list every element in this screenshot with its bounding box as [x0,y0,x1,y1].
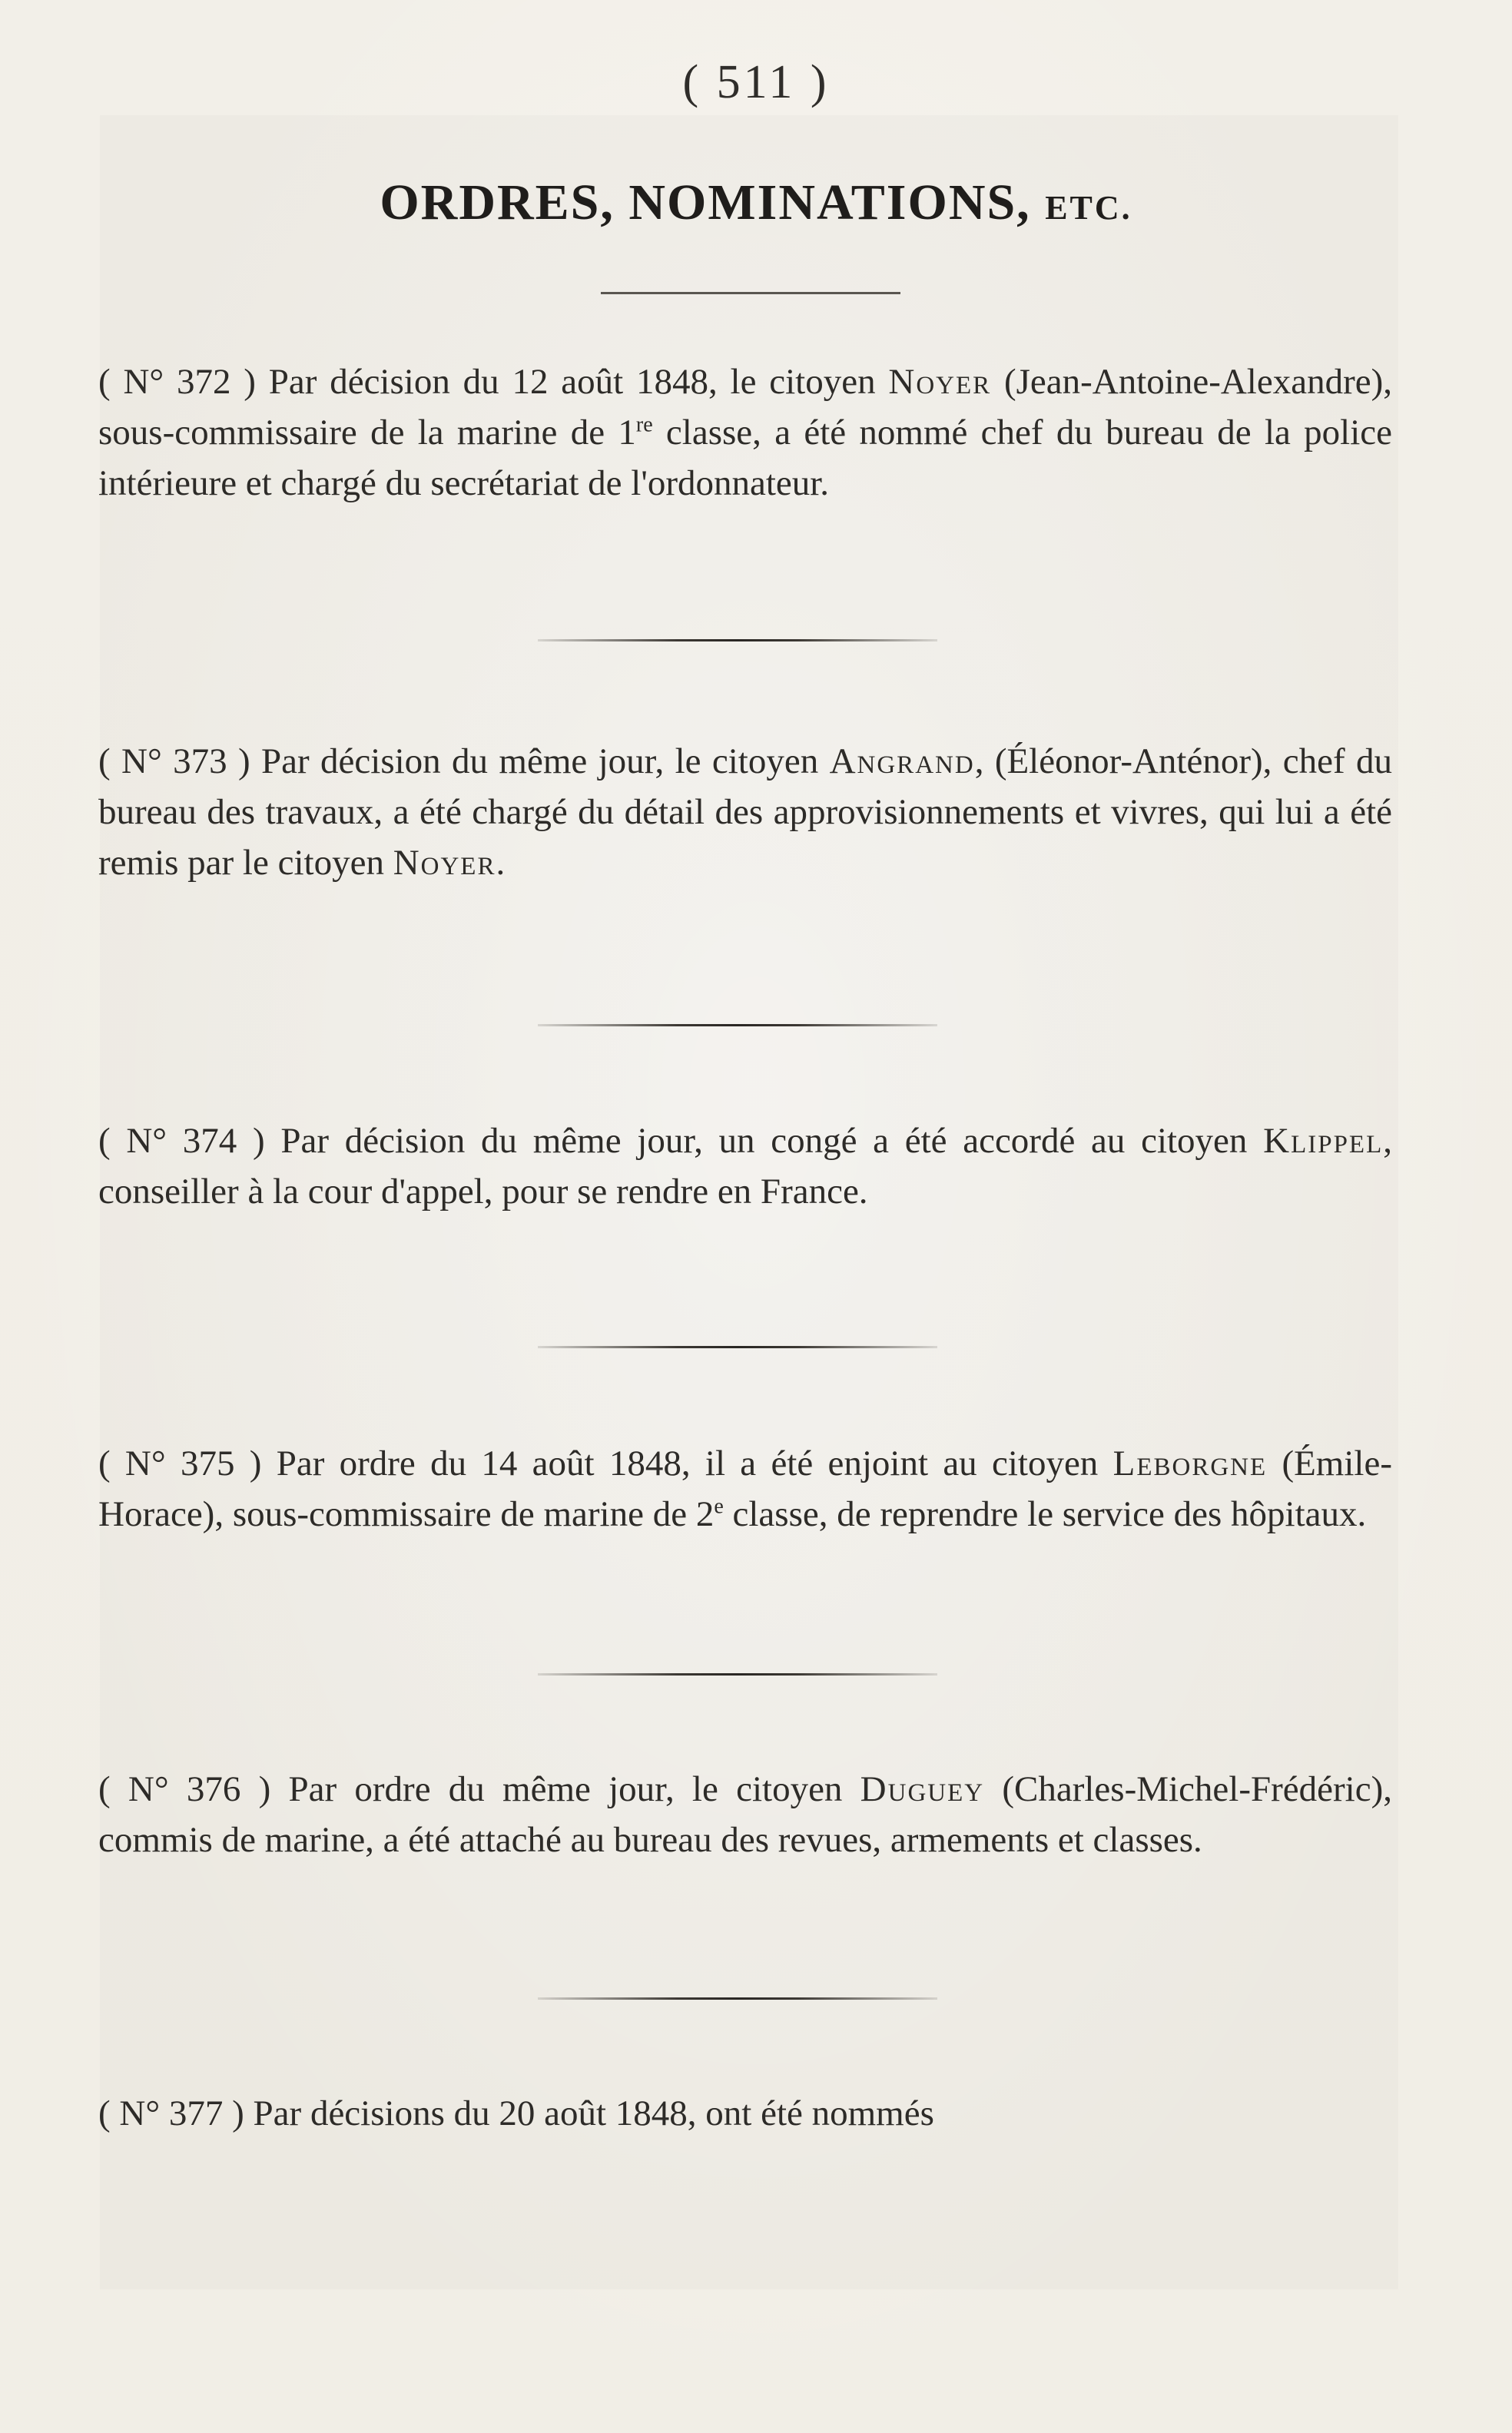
entry-text: , conseiller à la cour d'appel, pour se rendre en France. [98,1121,1392,1212]
entry-text: Par décision du même jour, un congé a été accordé au citoyen [264,1121,1264,1161]
entry-text: classe, a été nommé chef du bureau de la police intérieure et chargé du secrétariat de l'ordonnateur. [98,413,1392,503]
page-number: ( 511 ) [682,56,830,108]
section-heading [0,174,1512,232]
person-name: Noyer [393,843,496,883]
entry-text: . [496,843,506,883]
person-name: Klippel [1263,1121,1384,1161]
entry-text: (Jean-Antoine-Alexandre), sous-commissaire de la marine de 1 [98,362,1392,452]
entry-373 [98,736,1392,888]
entry-number: ( N° 374 ) [98,1121,265,1161]
entry-number: ( N° 377 ) [98,2093,244,2133]
entry-number: ( N° 373 ) [98,741,250,781]
ordinal-suffix: re [635,413,653,437]
entry-374 [98,1115,1392,1217]
entry-376 [98,1764,1392,1865]
entry-text: (Émile-Horace), sous-commissaire de marine de 2 [98,1444,1392,1534]
person-name: Leborgne [1112,1444,1268,1483]
entry-number: ( N° 376 ) [98,1769,271,1809]
entry-text: Par décision du même jour, le citoyen [250,741,830,781]
section-heading-suffix: ETC. [1045,189,1132,227]
person-name: Duguey [860,1769,985,1809]
entry-377 [98,2088,1392,2139]
section-heading-main: ORDRES, NOMINATIONS, [380,174,1031,230]
entry-text: (Charles-Michel-Frédéric), commis de marine, a été attaché au bureau des revues, armements et classes. [98,1769,1392,1860]
entry-text: classe, de reprendre le service des hôpitaux. [723,1494,1367,1534]
separator-rule [538,1673,937,1676]
entry-text: Par décision du 12 août 1848, le citoyen [255,362,889,402]
ordinal-suffix: e [714,1494,724,1519]
separator-rule [538,1024,937,1026]
entry-text: Par ordre du 14 août 1848, il a été enjoint au citoyen [261,1444,1113,1483]
entry-372 [98,356,1392,509]
entry-number: ( N° 372 ) [98,362,256,402]
entry-number: ( N° 375 ) [98,1444,262,1483]
person-name: Noyer [888,362,992,402]
separator-rule [538,639,937,641]
entry-text: Par ordre du même jour, le citoyen [270,1769,860,1809]
entry-375 [98,1438,1392,1540]
heading-rule [601,292,900,294]
separator-rule [538,1346,937,1348]
separator-rule [538,1997,937,2000]
person-name: Angrand [829,741,975,781]
entry-text: , (Éléonor-Anténor), chef du bureau des travaux, a été chargé du détail des approvisionnements et vivres, qui lui a été remis par le citoyen [98,741,1392,883]
entry-text: Par décisions du 20 août 1848, ont été nommés [244,2093,934,2133]
